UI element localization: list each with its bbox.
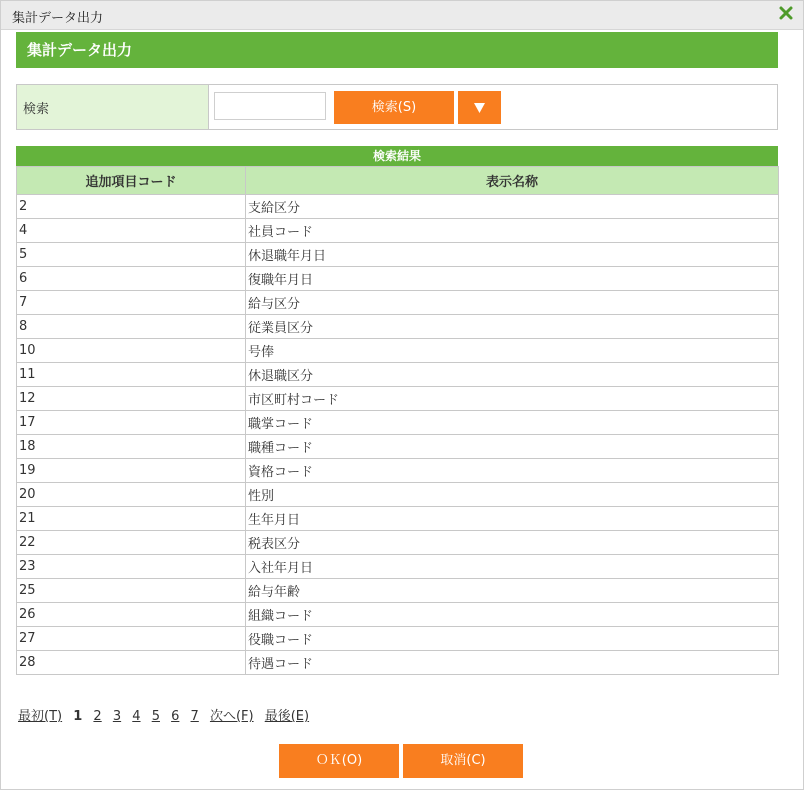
cell-name: 号俸 [246,339,779,363]
triangle-down-icon [474,103,485,113]
cell-code: 22 [17,531,246,555]
cell-name: 復職年月日 [246,267,779,291]
cancel-button[interactable]: 取消(C) [403,744,523,778]
search-panel [16,84,778,130]
search-input[interactable] [214,92,326,120]
ok-button[interactable]: ＯＫ(O) [279,744,399,778]
results-table [16,166,779,675]
cell-name: 職種コード [246,435,779,459]
table-row[interactable] [17,435,779,459]
table-row[interactable] [17,555,779,579]
cell-name: 支給区分 [246,195,779,219]
cell-name: 入社年月日 [246,555,779,579]
cell-name: 給与区分 [246,291,779,315]
title-bar [1,1,803,30]
cell-name: 市区町村コード [246,387,779,411]
pager-first-link[interactable]: 最初(T) [18,709,63,724]
table-row[interactable] [17,411,779,435]
table-row[interactable] [17,219,779,243]
search-options-button[interactable] [458,91,501,124]
pager-page-link[interactable]: 3 [112,709,122,724]
cell-code: 19 [17,459,246,483]
cell-code: 12 [17,387,246,411]
table-row[interactable] [17,339,779,363]
column-header-name[interactable]: 表示名称 [246,167,779,195]
cell-code: 5 [17,243,246,267]
table-row[interactable] [17,243,779,267]
table-row[interactable] [17,627,779,651]
pager-current-page: 1 [73,709,83,724]
cell-name: 待遇コード [246,651,779,675]
results-caption: 検索結果 [16,146,778,166]
cell-code: 21 [17,507,246,531]
window-title: 集計データ出力 [12,11,104,26]
cell-code: 26 [17,603,246,627]
pager-page-link[interactable]: 7 [190,709,199,724]
table-header-row [17,167,779,195]
pager-last-link[interactable]: 最後(E) [264,709,310,724]
cell-code: 27 [17,627,246,651]
cell-code: 6 [17,267,246,291]
search-label-cell [17,85,209,129]
cell-code: 10 [17,339,246,363]
table-row[interactable] [17,483,779,507]
table-row[interactable] [17,531,779,555]
cell-code: 8 [17,315,246,339]
cell-name: 資格コード [246,459,779,483]
table-row[interactable] [17,267,779,291]
cell-name: 職掌コード [246,411,779,435]
cell-name: 休退職年月日 [246,243,779,267]
pager-next-link[interactable]: 次へ(F) [209,709,254,724]
cell-name: 生年月日 [246,507,779,531]
page-title: 集計データ出力 [27,41,133,59]
cell-name: 組織コード [246,603,779,627]
table-row[interactable] [17,291,779,315]
cell-name: 休退職区分 [246,363,779,387]
cell-code: 7 [17,291,246,315]
cell-code: 23 [17,555,246,579]
search-label: 検索 [23,102,50,117]
cell-name: 社員コード [246,219,779,243]
close-icon[interactable] [777,4,795,22]
page-header [16,32,778,68]
cell-code: 20 [17,483,246,507]
table-row[interactable] [17,579,779,603]
cell-name: 性別 [246,483,779,507]
cell-code: 2 [17,195,246,219]
results-section [16,146,778,675]
table-row[interactable] [17,195,779,219]
table-row[interactable] [17,651,779,675]
cell-name: 給与年齢 [246,579,779,603]
table-row[interactable] [17,507,779,531]
pager-page-link[interactable]: 2 [93,709,102,724]
table-row[interactable] [17,459,779,483]
cell-code: 4 [17,219,246,243]
column-header-code[interactable]: 追加項目コード [17,167,246,195]
cell-name: 従業員区分 [246,315,779,339]
cell-code: 17 [17,411,246,435]
search-button[interactable]: 検索(S) [334,91,454,124]
pager-page-link[interactable]: 5 [151,709,160,724]
table-row[interactable] [17,387,779,411]
pagination [18,705,316,724]
cell-code: 18 [17,435,246,459]
cell-code: 25 [17,579,246,603]
cell-name: 税表区分 [246,531,779,555]
pager-page-link[interactable]: 6 [171,709,180,724]
cell-code: 11 [17,363,246,387]
table-body [17,195,779,675]
table-row[interactable] [17,315,779,339]
cell-name: 役職コード [246,627,779,651]
table-row[interactable] [17,363,779,387]
table-row[interactable] [17,603,779,627]
pager-page-link[interactable]: 4 [132,709,141,724]
cell-code: 28 [17,651,246,675]
